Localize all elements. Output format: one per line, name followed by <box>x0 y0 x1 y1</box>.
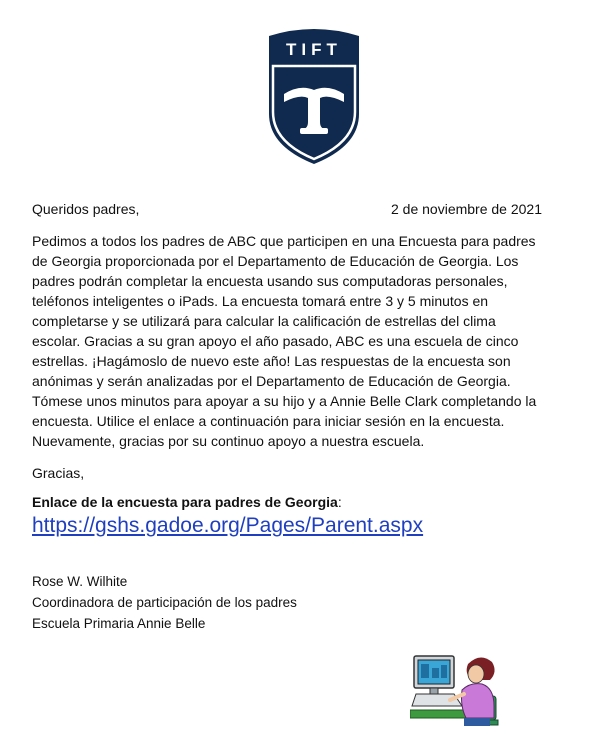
survey-label-text: Enlace de la encuesta para padres de Georgia <box>32 494 338 510</box>
tift-shield-logo <box>264 26 364 166</box>
letter-body: Pedimos a todos los padres de ABC que participen en una Encuesta para padres de Georgia proporcionada por el Departamento de Educación de Georgia. Los padres podrán completar la encuesta usando sus computadoras personales, teléfonos inteligentes o iPads. La encuesta tomará entre 3 y 5 minutos en completarse y se utilizará para calcular la calificación de estrellas del clima escolar. Gracias a su gran apoyo el año pasado, ABC es una escuela de cinco estrellas. ¡Hagámoslo de nuevo este año! Las respuestas de la encuesta son anónimas y serán analizadas por el Departamento de Educación de Georgia. Tómese unos minutos para apoyar a su hijo y a Annie Belle Clark completando la encuesta. Utilice el enlace a continuación para iniciar sesión en la encuesta. Nuevamente, gracias por su continuo apoyo a nuestra escuela. <box>32 233 537 449</box>
survey-label-colon: : <box>337 494 342 510</box>
logo-text: TIFT <box>286 40 342 59</box>
closing: Gracias, <box>32 465 85 481</box>
signer-name: Rose W. Wilhite <box>32 574 128 589</box>
signer-school: Escuela Primaria Annie Belle <box>32 616 206 631</box>
salutation: Queridos padres, <box>32 201 140 217</box>
greeting-row <box>32 200 542 219</box>
letter-date: 2 de noviembre de 2021 <box>391 201 542 217</box>
signer-title: Coordinadora de participación de los padres <box>32 595 297 610</box>
survey-link-label <box>32 493 342 512</box>
signature-block <box>32 571 297 634</box>
woman-at-computer-icon <box>410 650 502 732</box>
survey-link[interactable]: https://gshs.gadoe.org/Pages/Parent.aspx <box>32 514 424 537</box>
